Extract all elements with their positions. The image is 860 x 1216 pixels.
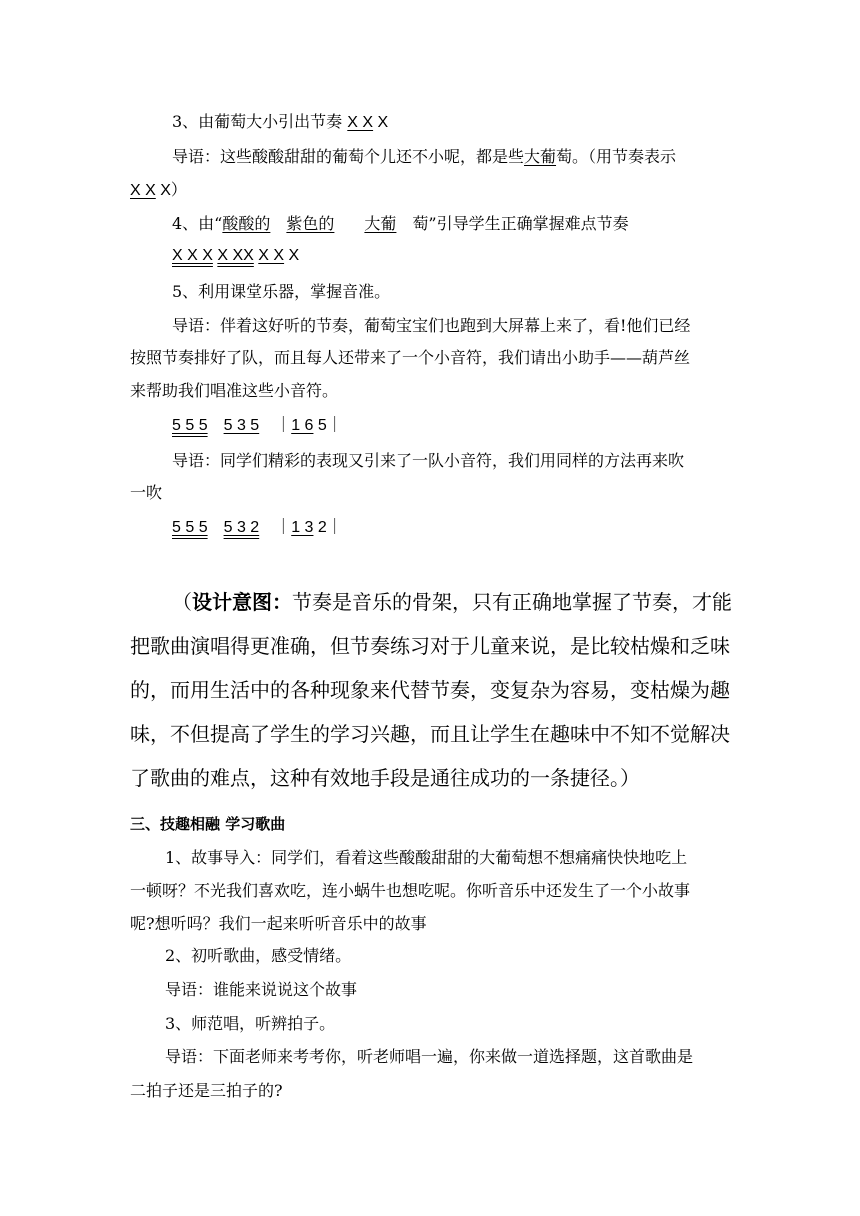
para-3-guide-1: 导语：下面老师来考考你，听老师唱一遍，你来做一道选择题，这首歌曲是 [165, 1047, 694, 1066]
para-1-line-2: 一顿呀？不光我们喜欢吃，连小蜗牛也想吃呢。你听音乐中还发生了一个小故事 [130, 881, 691, 900]
design-intent-label: 设计意图： [192, 590, 292, 614]
design-intent-text: 节奏是音乐的骨架，只有正确地掌握了节奏，才能 [292, 590, 732, 614]
guide-line-b [130, 180, 187, 201]
note-group: 5 3 5 [223, 417, 260, 434]
bar-line: ｜ [275, 417, 292, 434]
notation-line-2 [172, 518, 343, 538]
design-intent-line-3: 的，而用生活中的各种现象来代替节奏，变复杂为容易，变枯燥为趣 [130, 678, 730, 702]
para-1-line-3: 呢?想听吗？我们一起来听听音乐中的故事 [130, 914, 427, 933]
rhythm-underlined: X X [130, 182, 156, 199]
step-5-line: 5、利用课堂乐器，掌握音准。 [172, 282, 391, 301]
para-3: 3、师范唱，听辨拍子。 [165, 1014, 336, 1033]
step-3-text: 3、由葡萄大小引出节奏 [172, 112, 348, 131]
design-intent-line-4: 味，不但提高了学生的学习兴趣，而且让学生在趣味中不知不觉解决 [130, 722, 730, 746]
rhythm-plain: X [373, 114, 389, 131]
step-4-text: 萄”引导学生正确掌握难点节奏 [412, 214, 629, 233]
step-4-prefix: 4、由“ [172, 214, 223, 233]
underlined-word: 大葡 [364, 214, 397, 233]
rhythm-group-3: X X [258, 247, 285, 264]
notation-line-1 [172, 416, 343, 436]
note-group-end: 2｜ [313, 519, 343, 536]
note-group: 5 5 5 [172, 417, 208, 434]
rhythm-group-4: X [284, 247, 300, 264]
para-2-guide: 导语：谁能来说说这个故事 [165, 980, 358, 999]
guide-line-a [172, 147, 676, 167]
step-3-line [172, 112, 388, 133]
design-intent-line-5: 了歌曲的难点，这种有效地手段是通往成功的一条捷径。） [130, 766, 640, 790]
guide-line-3: 来帮助我们唱准这些小音符。 [130, 381, 339, 400]
design-intent-line-1 [172, 590, 732, 614]
guide-line-4: 导语：同学们精彩的表现又引来了一队小音符，我们用同样的方法再来吹 [172, 451, 685, 470]
section-heading: 三、技趣相融 学习歌曲 [130, 815, 286, 833]
para-2: 2、初听歌曲，感受情绪。 [165, 946, 352, 965]
bar-line: ｜ [275, 519, 292, 536]
design-intent-line-2: 把歌曲演唱得更准确，但节奏练习对于儿童来说，是比较枯燥和乏味 [130, 634, 730, 658]
guide-line-2: 按照节奏排好了队，而且每人还带来了一个小音符，我们请出小助手——葫芦丝 [130, 348, 691, 367]
guide-line-1: 导语：伴着这好听的节奏，葡萄宝宝们也跑到大屏幕上来了，看!他们已经 [172, 316, 691, 335]
underlined-word: 酸酸的 [222, 214, 271, 233]
para-3-guide-2: 二拍子还是三拍子的? [130, 1081, 283, 1100]
rhythm-pattern [172, 246, 299, 266]
note-group: 1 3 [291, 519, 314, 536]
guide-text: 导语：这些酸酸甜甜的葡萄个儿还不小呢，都是些 [172, 147, 525, 166]
underlined-word: 紫色的 [286, 214, 335, 233]
para-1-line-1: 1、故事导入：同学们，看着这些酸酸甜甜的大葡萄想不想痛痛快快地吃上 [165, 848, 688, 867]
underlined-word: 大葡 [524, 147, 557, 166]
rhythm-plain: X） [155, 182, 187, 199]
guide-line-5: 一吹 [130, 483, 163, 502]
note-group: 1 6 [291, 417, 314, 434]
step-4-line [172, 214, 629, 234]
note-group-end: 5｜ [313, 417, 343, 434]
paren-open: （ [172, 590, 192, 614]
rhythm-underlined: X X [347, 114, 374, 131]
note-group: 5 5 5 [172, 519, 208, 536]
rhythm-group-1: X X X [172, 247, 213, 264]
guide-text-end: 萄。（用节奏表示 [556, 147, 677, 166]
rhythm-group-2: X XX [217, 247, 254, 264]
note-group: 5 3 2 [223, 519, 260, 536]
